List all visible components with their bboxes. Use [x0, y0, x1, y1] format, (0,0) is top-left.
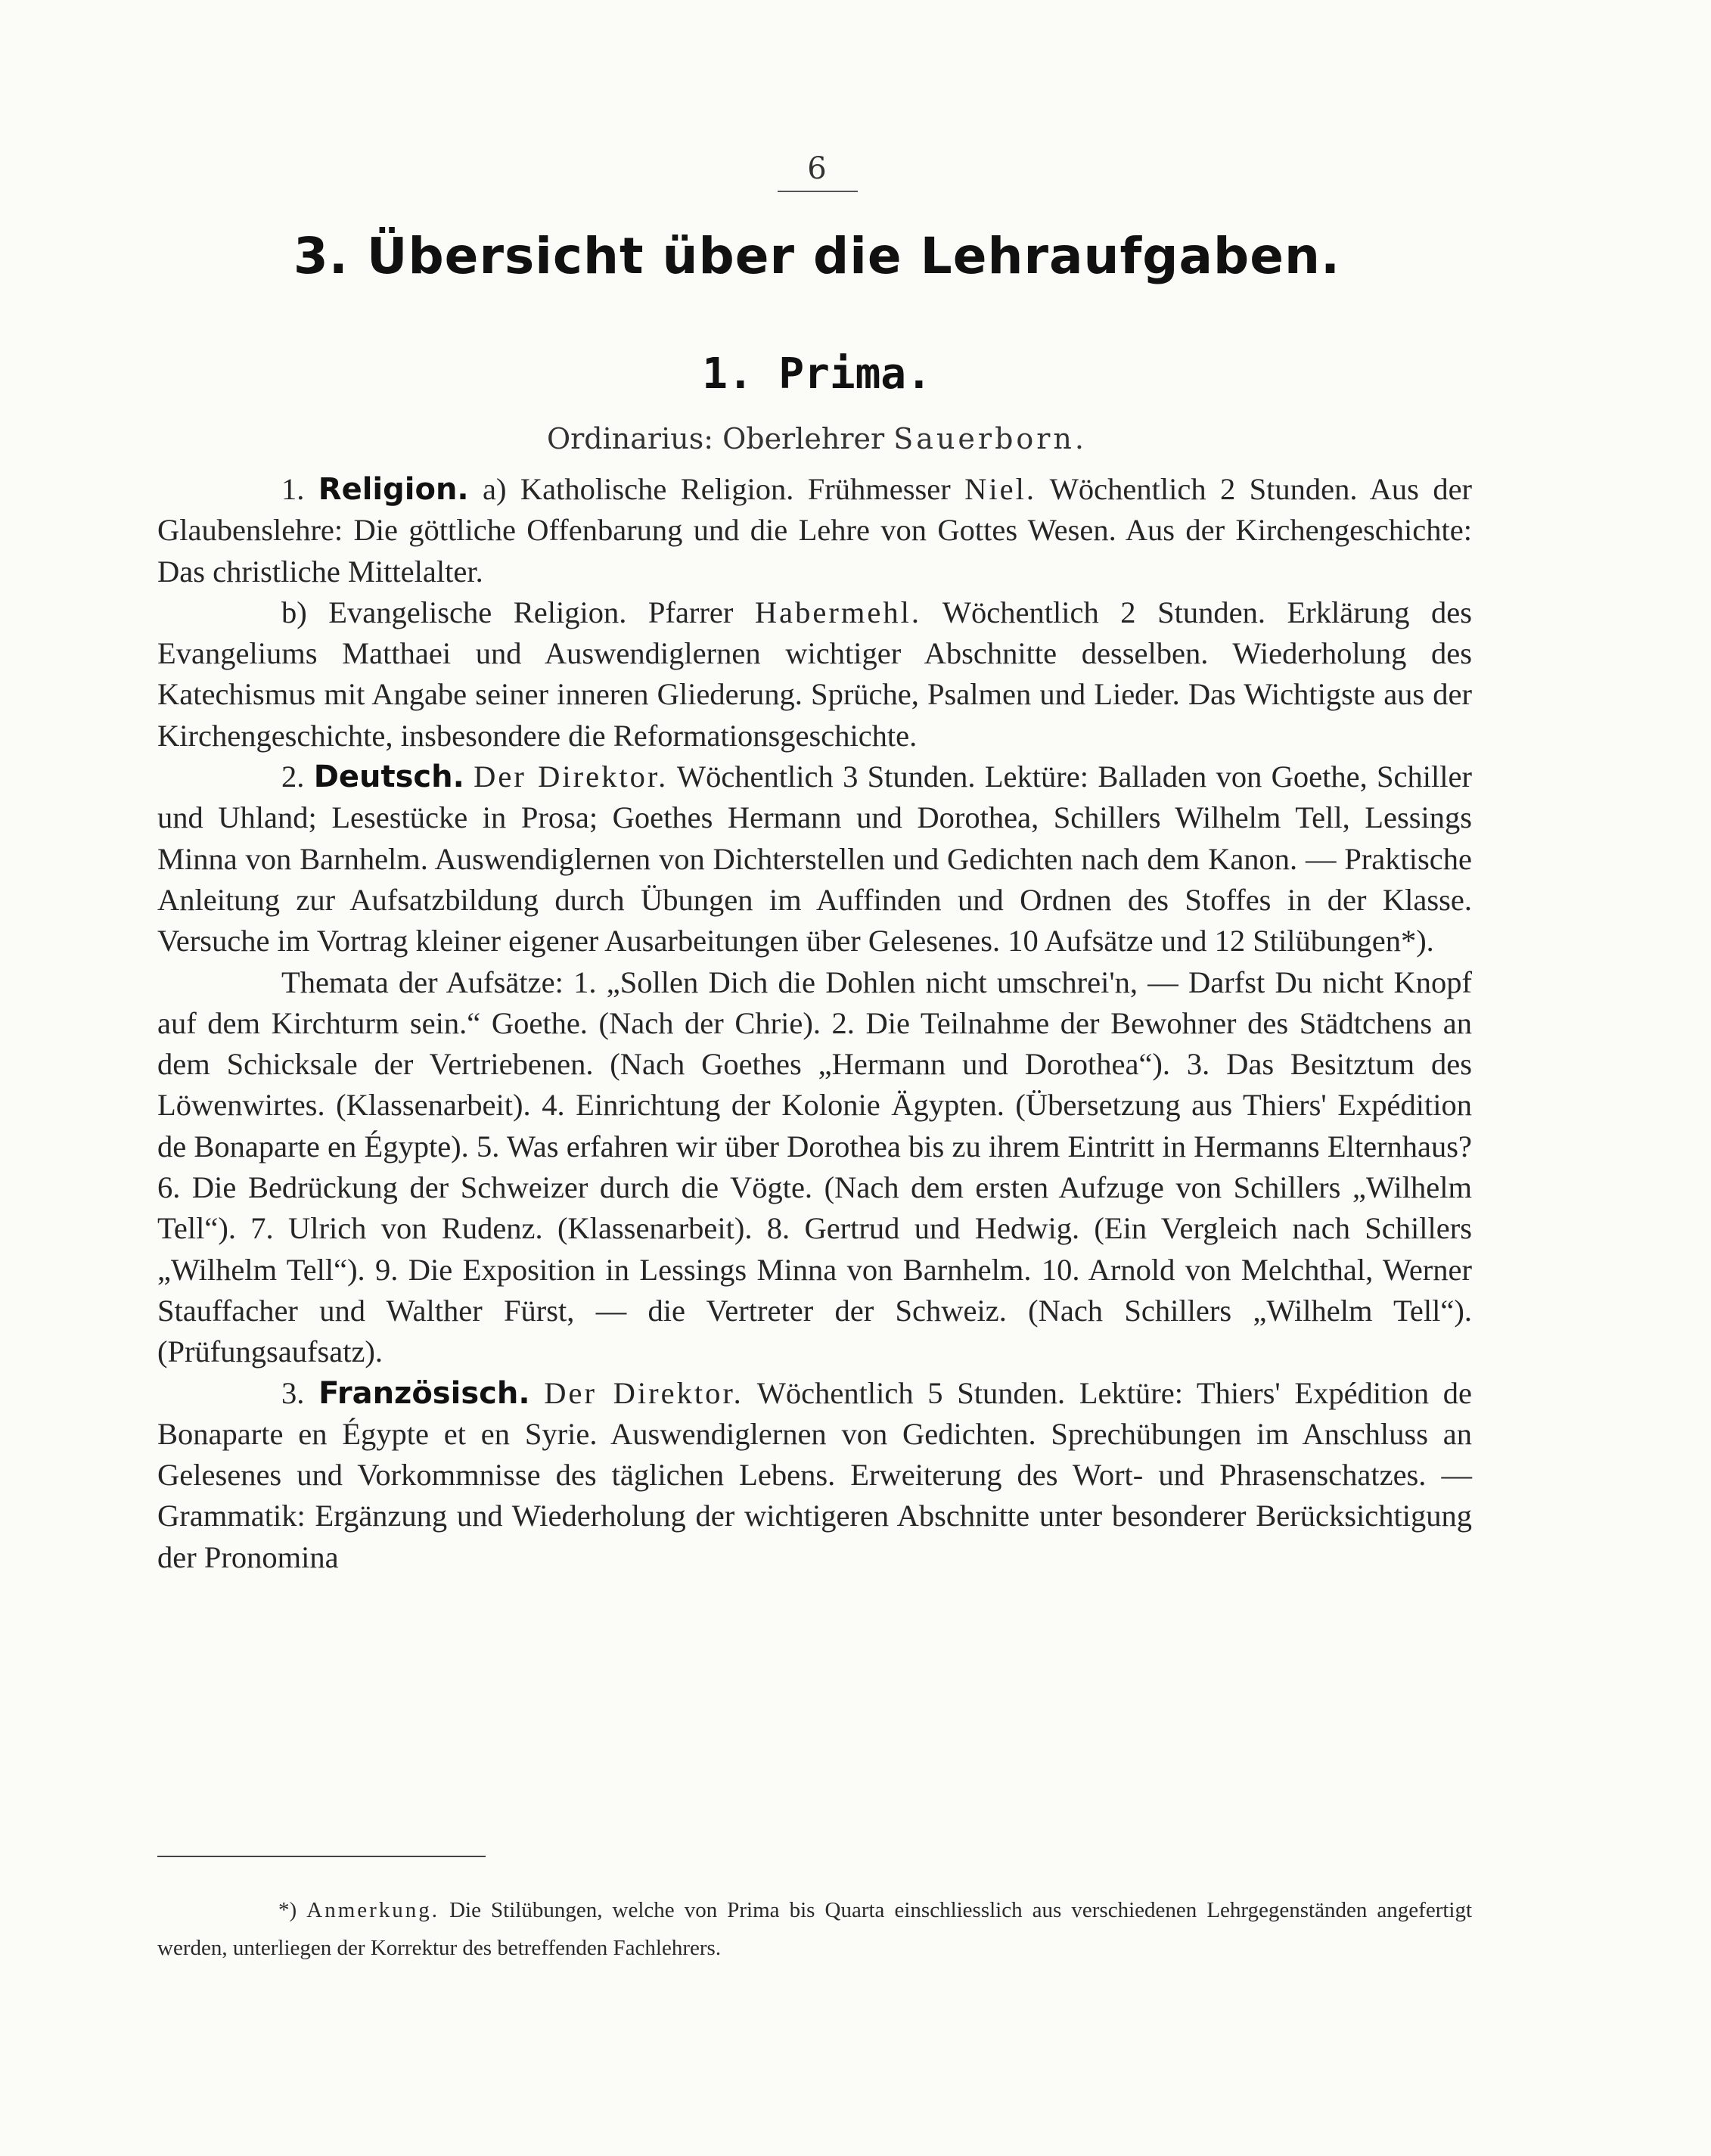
franzoesisch-teacher: Der Direktor. [544, 1375, 744, 1410]
deutsch-themata-paragraph: Themata der Aufsätze: 1. „Sollen Dich die Dohlen nicht umschrei'n, — Darfst Du nicht Knopf auf dem Kirchturm sein.“ Goethe. (Nach der Chrie). 2. Die Teilnahme der Bewohner des Städtchens an dem Schicksale der Vertriebenen. (Nach Goethes „Hermann und Dorothea“). 3. Das Besitztum des Löwenwirtes. (Klassenarbeit). 4. Einrichtung der Kolonie Ägypten. (Übersetzung aus Thiers' Expédition de Bonaparte en Égypte). 5. Was erfahren wir über Dorothea bis zu ihrem Eintritt in Hermanns Elternhaus? 6. Die Bedrückung der Schweizer durch die Vögte. (Nach dem ersten Aufzuge von Schillers „Wilhelm Tell“). 7. Ulrich von Rudenz. (Klassenarbeit). 8. Gertrud und Hedwig. (Ein Vergleich nach Schillers „Wilhelm Tell“). 9. Die Exposition in Lessings Minna von Barnhelm. 10. Arnold von Melchthal, Werner Stauffacher und Walther Fürst, — die Vertreter der Schweiz. (Nach Schillers „Wilhelm Tell“). (Prüfungsaufsatz). [157, 965, 1472, 1369]
religion-subject: Religion. [318, 472, 469, 507]
footnote-rule [157, 1856, 486, 1857]
deutsch-teacher: Der Direktor. [474, 760, 669, 794]
franzoesisch-paragraph [157, 1373, 1472, 1578]
religion-number: 1. [281, 472, 305, 506]
ordinarius-name: Sauerborn. [893, 422, 1087, 455]
deutsch-subject: Deutsch. [313, 760, 464, 795]
footnote-label: Anmerkung. [306, 1898, 440, 1922]
religion-b-teacher: Habermehl. [754, 595, 921, 629]
footnote-marker: *) [278, 1898, 297, 1922]
religion-b-text: Wöchentlich 2 Stunden. Erklärung des Evangeliums Matthaei und Auswendiglernen wichtiger Abschnitte desselben. Wiederholung des Katechismus mit Angabe seiner inneren Gliederung. Sprüche, Psalmen und Lieder. Das Wichtigste aus der Kirchengeschichte, insbesondere die Reformationsgeschichte. [157, 595, 1472, 753]
footnote [157, 1891, 1472, 1967]
religion-a-prefix: a) Katholische Religion. Frühmesser [483, 472, 951, 506]
footnote-paragraph [157, 1891, 1472, 1967]
religion-a-text: Wöchentlich 2 Stunden. Aus der Glaubenslehre: Die göttliche Offenbarung und die Lehre von Gottes Wesen. Aus der Kirchengeschichte: Das christliche Mittelalter. [157, 472, 1473, 589]
page-number-rule [778, 191, 858, 192]
religion-b-prefix: b) Evangelische Religion. Pfarrer [281, 595, 734, 629]
franzoesisch-text: Wöchentlich 5 Stunden. Lektüre: Thiers' Expédition de Bonaparte en Égypte et en Syrie. Auswendiglernen von Gedichten. Sprechübungen im Anschluss an Gelesenes und Vorkommnisse des täglichen Lebens. Erweiterung des Wort- und Phrasenschatzes. — Grammatik: Ergänzung und Wiederholung der wichtigeren Abschnitte unter besonderer Berücksichtigung der Pronomina [157, 1375, 1473, 1574]
section-heading: 1. Prima. [702, 349, 932, 399]
page-number: 6 [807, 151, 827, 186]
religion-a-teacher: Niel. [964, 472, 1036, 506]
deutsch-text: Wöchentlich 3 Stunden. Lektüre: Balladen von Goethe, Schiller und Uhland; Lesestücke in Prosa; Goethes Hermann und Dorothea, Schillers Wilhelm Tell, Lessings Minna von Barnhelm. Auswendiglernen von Dichterstellen und Gedichten nach dem Kanon. — Praktische Anleitung zur Aufsatzbildung durch Übungen im Auffinden und Ordnen des Stoffes in der Klasse. Versuche im Vortrag kleiner eigener Ausarbeitungen über Gelesenes. 10 Aufsätze und 12 Stilübungen*). [157, 760, 1472, 958]
religion-paragraph-b [157, 592, 1472, 756]
main-body [157, 469, 1472, 1578]
ordinarius-label: Ordinarius: Oberlehrer [546, 422, 885, 455]
deutsch-paragraph [157, 756, 1472, 962]
franzoesisch-subject: Französisch. [318, 1375, 530, 1411]
ordinarius-line [0, 422, 1634, 455]
page-title: 3. Übersicht über die Lehraufgaben. [293, 227, 1341, 285]
deutsch-number: 2. [281, 760, 305, 794]
religion-paragraph-a [157, 469, 1472, 592]
footnote-text: Die Stilübungen, welche von Prima bis Quarta einschliesslich aus verschiedenen Lehrgegenständen angefertigt werden, unterliegen der Korrektur des betreffenden Fachlehrers. [157, 1898, 1473, 1960]
franzoesisch-number: 3. [281, 1375, 305, 1410]
